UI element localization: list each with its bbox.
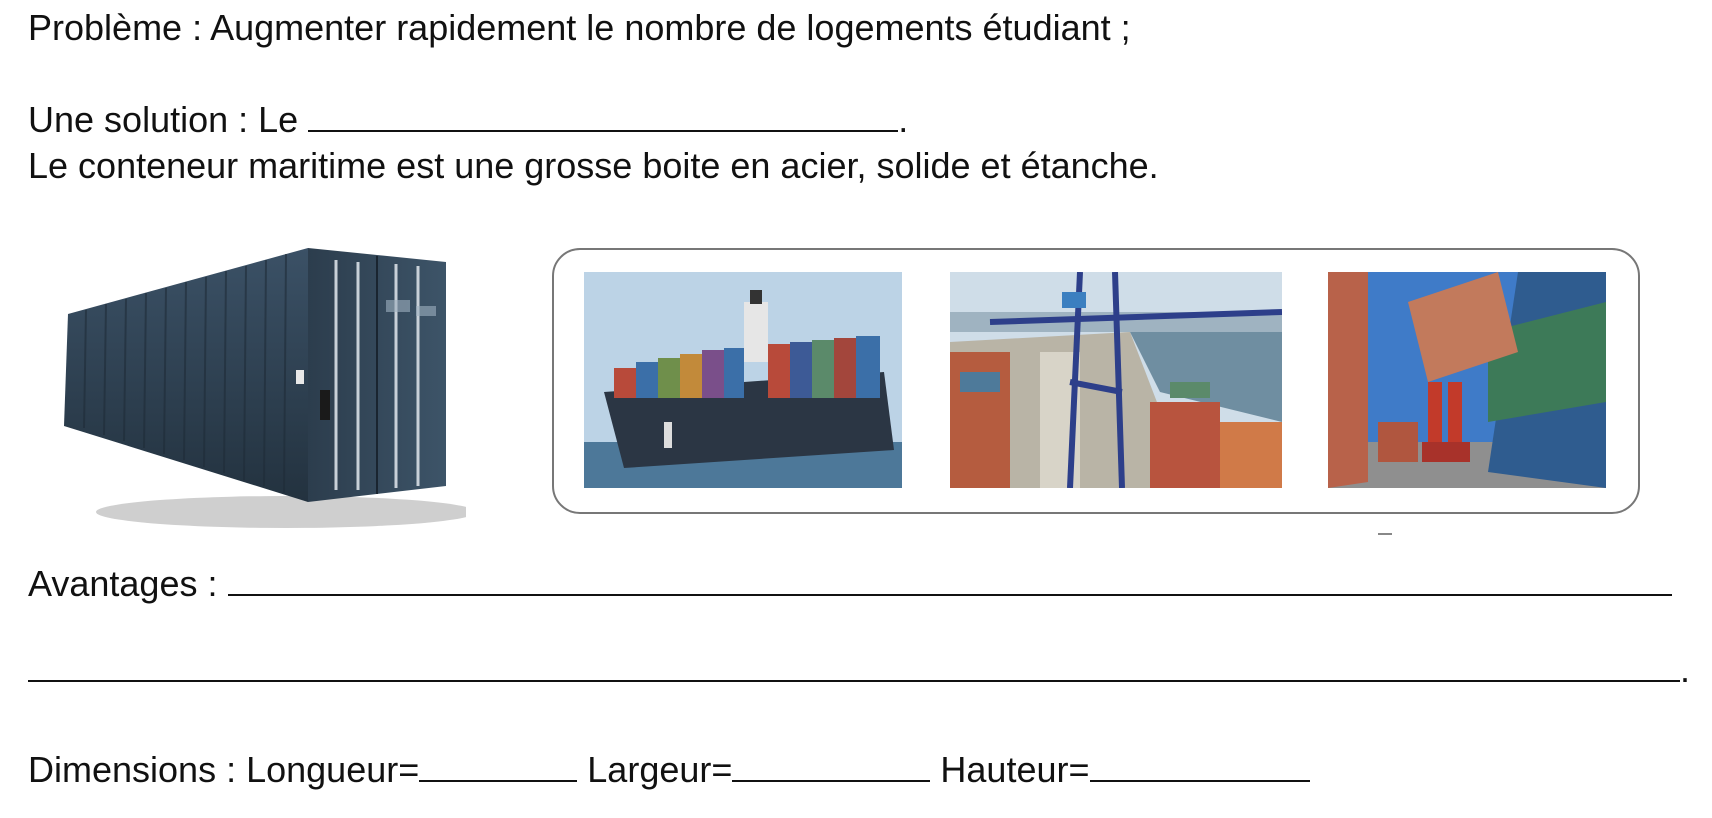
problem-line — [28, 6, 1131, 50]
solution-line — [28, 98, 908, 142]
width-label: Largeur= — [587, 749, 733, 790]
height-blank[interactable] — [1090, 748, 1310, 782]
advantages-label: Avantages : — [28, 563, 218, 604]
solution-label: Une solution : — [28, 99, 249, 140]
cargo-ship-photo — [584, 272, 902, 488]
width-blank[interactable] — [732, 748, 930, 782]
length-blank[interactable] — [419, 748, 577, 782]
advantages-end: . — [1680, 649, 1691, 690]
description-line: Le conteneur maritime est une grosse boite en acier, solide et étanche. — [28, 145, 1159, 186]
dimensions-line — [28, 748, 1310, 792]
advantages-blank-2[interactable] — [28, 648, 1680, 682]
length-label: Longueur= — [246, 749, 420, 790]
advantages-line — [28, 562, 1672, 606]
advantages-line-2 — [28, 648, 1690, 692]
problem-label: Problème : — [28, 7, 203, 48]
container-stack-photo — [1328, 272, 1606, 488]
dimensions-label: Dimensions : — [28, 749, 237, 790]
solution-prefix: Le — [258, 99, 299, 140]
container-photo — [56, 240, 466, 540]
solution-blank[interactable] — [308, 98, 898, 132]
solution-suffix: . — [898, 99, 909, 140]
port-crane-photo — [950, 272, 1282, 488]
problem-text: Augmenter rapidement le nombre de logements étudiant ; — [210, 7, 1131, 48]
stray-mark — [1378, 533, 1392, 535]
height-label: Hauteur= — [940, 749, 1090, 790]
advantages-blank-1[interactable] — [228, 562, 1672, 596]
